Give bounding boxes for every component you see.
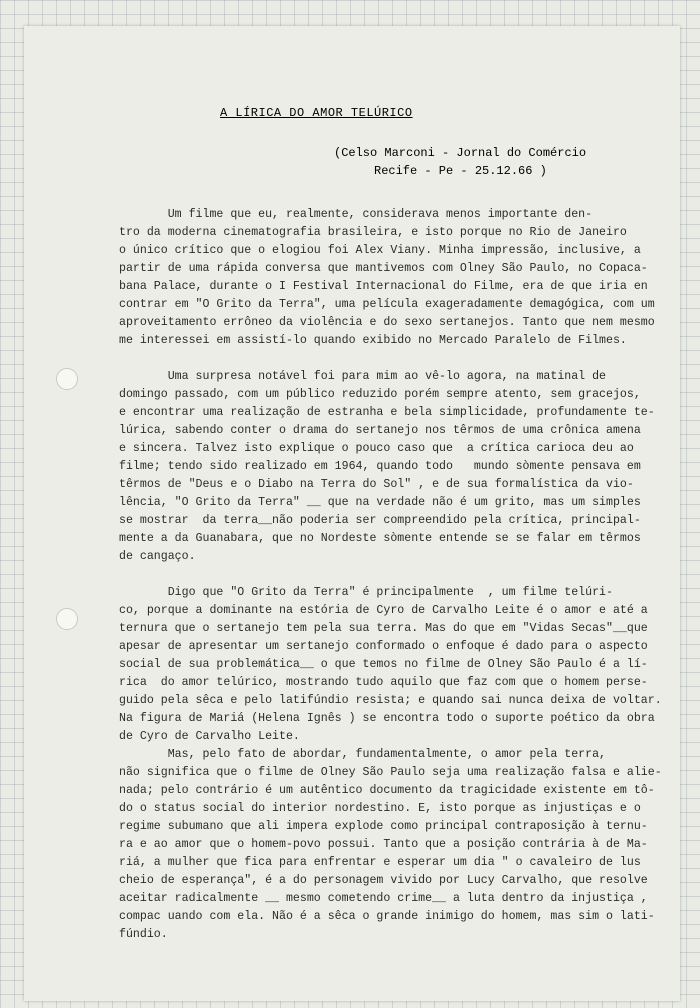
paragraph [119,368,655,566]
text-line: Na figura de Mariá (Helena Ignês ) se encontra todo o suporte poético da obra [119,712,655,725]
text-line: nada; pelo contrário é um autêntico documento da tragicidade existente em tô- [119,784,655,797]
source-citation [334,144,587,180]
paragraph [119,206,655,350]
text-line: social de sua problemática__ o que temos no filme de Olney São Paulo é a lí- [119,658,648,671]
source-line: (Celso Marconi - Jornal do Comércio [334,146,587,160]
text-line: apesar de apresentar um sertanejo conformado o enfoque é dado para o aspecto [119,640,648,653]
text-line: lúrica, sabendo conter o drama do sertanejo nos têrmos de uma crônica amena [119,424,641,437]
paragraph [119,584,662,746]
text-line: regime subumano que ali impera explode como principal contraposição à ternu- [119,820,648,833]
text-line: mente a da Guanabara, que no Nordeste sòmente entende se se falar em têrmos [119,532,641,545]
text-line: têrmos de "Deus e o Diabo na Terra do Sol" , e de sua formalística da vio- [119,478,634,491]
text-line: e encontrar uma realização de estranha e bela simplicidade, profundamente te- [119,406,655,419]
text-line: filme; tendo sido realizado em 1964, quando todo mundo sòmente pensava em [119,460,641,473]
punch-hole-top [56,368,78,390]
text-line: domingo passado, com um público reduzido porém sempre atento, sem gracejos, [119,388,641,401]
text-line: compac uando com ela. Não é a sêca o grande inimigo do homem, mas sim o lati- [119,910,655,923]
text-line: riá, a mulher que fica para enfrentar e esperar um dia " o cavaleiro de lus [119,856,641,869]
text-line: tro da moderna cinematografia brasileira, e isto porque no Rio de Janeiro [119,226,627,239]
text-line: lência, "O Grito da Terra" __ que na verdade não é um grito, mas um simples [119,496,641,509]
text-line: me interessei em assistí-lo quando exibido no Mercado Paralelo de Filmes. [119,334,627,347]
text-line: bana Palace, durante o I Festival Internacional do Filme, era de que iria en [119,280,648,293]
text-line: aproveitamento errôneo da violência e do sexo sertanejos. Tanto que nem mesmo [119,316,655,329]
text-line: não significa que o filme de Olney São Paulo seja uma realização falsa e alie- [119,766,662,779]
text-line: do o status social do interior nordestino. E, isto porque as injustiças e o [119,802,641,815]
typewritten-page [24,26,680,1001]
text-line: aceitar radicalmente __ mesmo cometendo crime__ a luta dentro da injustiça , [119,892,648,905]
text-line: contrar em "O Grito da Terra", uma película exageradamente demagógica, com um [119,298,655,311]
text-line: Um filme que eu, realmente, considerava menos importante den- [119,208,593,221]
text-line: rica do amor telúrico, mostrando tudo aquilo que faz com que o homem perse- [119,676,648,689]
text-line: Digo que "O Grito da Terra" é principalmente , um filme telúri- [119,586,613,599]
document-title: A LÍRICA DO AMOR TELÚRICO [220,106,413,120]
text-line: de Cyro de Carvalho Leite. [119,730,300,743]
text-line: fúndio. [119,928,168,941]
text-line: o único crítico que o elogiou foi Alex Viany. Minha impressão, inclusive, a [119,244,641,257]
text-line: Mas, pelo fato de abordar, fundamentalmente, o amor pela terra, [119,748,607,761]
text-line: e sincera. Talvez isto explique o pouco caso que a crítica carioca deu ao [119,442,634,455]
text-line: ra e ao amor que o homem-povo possui. Tanto que a posição contrária à de Ma- [119,838,648,851]
paragraph [119,746,662,944]
text-line: cheio de esperança", é a do personagem vivido por Lucy Carvalho, que resolve [119,874,648,887]
text-line: de cangaço. [119,550,196,563]
text-line: Uma surpresa notável foi para mim ao vê-lo agora, na matinal de [119,370,607,383]
text-line: co, porque a dominante na estória de Cyro de Carvalho Leite é o amor e até a [119,604,648,617]
text-line: guido pela sêca e pelo latifúndio resista; e quando sai nunca deixa de voltar. [119,694,662,707]
source-line: Recife - Pe - 25.12.66 ) [374,164,547,178]
text-line: se mostrar da terra__não poderia ser compreendido pela crítica, principal- [119,514,641,527]
punch-hole-bottom [56,608,78,630]
text-line: partir de uma rápida conversa que mantivemos com Olney São Paulo, no Copaca- [119,262,648,275]
text-line: ternura que o sertanejo tem pela sua terra. Mas do que em "Vidas Secas"__que [119,622,648,635]
